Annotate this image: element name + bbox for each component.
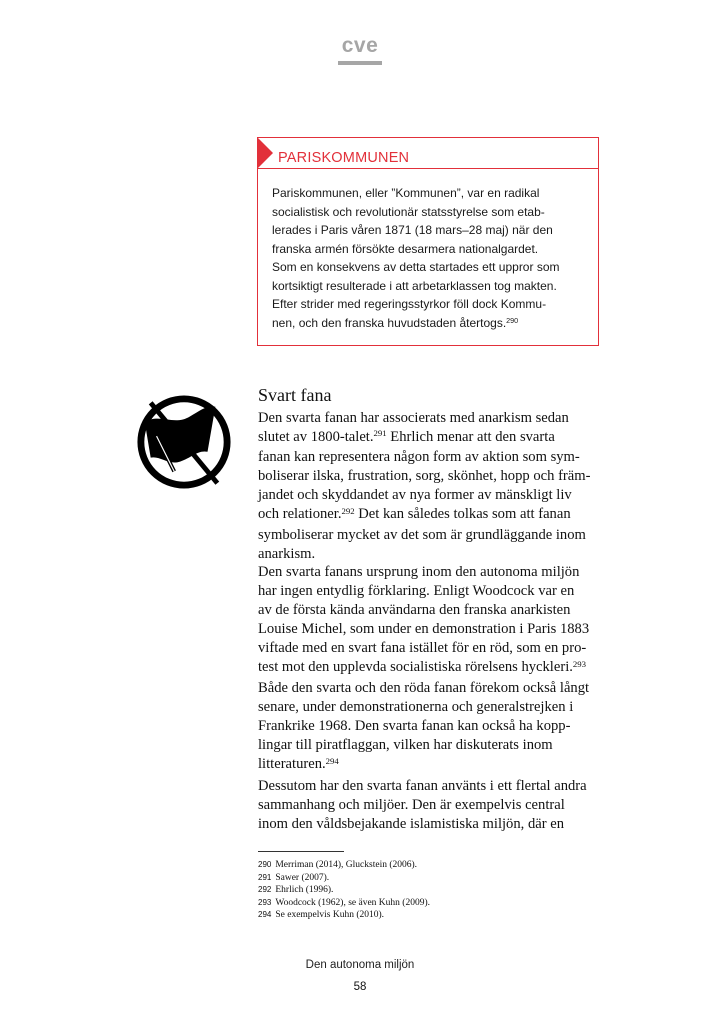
text-segment: test mot den upplevda socialistiska rörelsens hyckleri.	[258, 659, 573, 676]
text-segment: litteraturen.	[258, 756, 326, 773]
fact-box-line: Pariskommunen, eller ”Kommunen”, var en radikal	[272, 186, 540, 200]
footnote-ref[interactable]: 292	[341, 505, 355, 516]
footnote-ref[interactable]: 294	[325, 755, 339, 766]
text-line: sammanhang och miljöer. Den är exempelvis central	[258, 797, 565, 814]
body-paragraph	[258, 563, 608, 679]
logo-underline	[338, 61, 382, 65]
publisher-logo: cve	[341, 34, 379, 57]
footnote-item	[258, 872, 430, 885]
footnote-item	[258, 884, 430, 897]
footnote-ref[interactable]: 293	[572, 658, 587, 669]
fact-box-line: Efter strider med regeringsstyrkor föll dock Kommu-	[272, 297, 547, 311]
body-paragraph	[258, 777, 608, 834]
text-line: av de första kända användarna den franska anarkisten	[258, 602, 571, 619]
footnote-text: Merriman (2014), Gluckstein (2006).	[275, 860, 418, 870]
text-line	[258, 658, 608, 678]
text-line: Louise Michel, som under en demonstration i Paris 1883	[258, 621, 590, 638]
fact-box-line: Som en konsekvens av detta startades ett uppror som	[272, 260, 560, 274]
text-line: jandet och skyddandet av nya former av mänskligt liv	[258, 487, 572, 504]
footnote-number: 290	[258, 860, 272, 869]
text-line: Den svarta fanan har associerats med anarkism sedan	[258, 410, 569, 426]
body-paragraph	[258, 409, 608, 564]
fact-box-line: kortsiktigt resulterade i att arbetarklassen tog makten.	[272, 278, 557, 293]
page-number: 58	[353, 981, 367, 993]
text-line: fanan kan representera någon form av aktion som sym-	[258, 449, 580, 466]
text-line: inom den våldsbejakande islamistiska miljön, där en	[258, 816, 564, 833]
running-footer-title: Den autonoma miljön	[305, 959, 415, 971]
text-line: har ingen entydlig förklaring. Enligt Woodcock var en	[258, 583, 575, 600]
text-line: anarkism.	[258, 545, 316, 562]
footnote-item	[258, 897, 430, 910]
body-paragraph	[258, 679, 608, 775]
text-line: Både den svarta och den röda fanan förekom också långt	[258, 680, 590, 696]
red-arrow-icon	[257, 137, 273, 169]
footnote-text: Sawer (2007).	[275, 872, 330, 883]
footnote-number: 291	[258, 872, 272, 882]
text-line: lingar till piratflaggan, vilken har diskuterats inom	[258, 737, 553, 754]
footnote-text: Ehrlich (1996).	[275, 885, 334, 895]
fact-box-line: franska armén försökte desarmera nationalgardet.	[272, 241, 539, 256]
text-line	[258, 428, 608, 448]
fact-box	[257, 137, 599, 346]
text-line	[258, 755, 608, 775]
footnote-item	[258, 909, 430, 922]
fact-box-line: socialistisk och revolutionär statsstyrelse som etab-	[272, 204, 545, 219]
text-line: Den svarta fanans ursprung inom den autonoma miljön	[258, 564, 580, 580]
fact-box-line-text: nen, och den franska huvudstaden återtogs.	[272, 315, 507, 330]
text-line: Frankrike 1968. Den svarta fanan kan också ha kopp-	[258, 718, 571, 735]
text-line: senare, under demonstrationerna och generalstrejken i	[258, 699, 574, 716]
footnote-text: Se exempelvis Kuhn (2010).	[275, 910, 385, 920]
footnote-number: 294	[258, 910, 272, 919]
text-line: viftade med en svart fana istället för en röd, som en pro-	[258, 640, 587, 657]
fact-box-line: lerades i Paris våren 1871 (18 mars–28 maj) när den	[272, 223, 553, 237]
fact-box-body	[272, 184, 592, 334]
footnote-number: 293	[258, 897, 272, 907]
footnote-separator	[258, 851, 344, 852]
footnote-number: 292	[258, 885, 272, 894]
text-line: symboliserar mycket av det som är grundläggande inom	[258, 526, 586, 543]
footnote-ref[interactable]: 290	[506, 315, 519, 325]
footnotes-list	[258, 859, 430, 922]
text-segment: och relationer.	[258, 506, 342, 523]
text-line: boliserar ilska, frustration, sorg, skönhet, hopp och främ-	[258, 468, 591, 485]
text-line: Dessutom har den svarta fanan använts i ett flertal andra	[258, 778, 587, 794]
text-segment: Det kan således tolkas som att fanan	[354, 506, 571, 523]
footnote-ref[interactable]: 291	[373, 428, 387, 439]
section-heading: Svart fana	[258, 385, 332, 405]
text-segment: slutet av 1800-talet.	[258, 429, 374, 446]
text-line	[258, 505, 608, 525]
fact-box-line	[272, 314, 592, 335]
footnote-text: Woodcock (1962), se även Kuhn (2009).	[275, 897, 430, 908]
fact-box-header-rule	[258, 168, 598, 169]
text-segment: Ehrlich menar att den svarta	[386, 429, 555, 446]
fact-box-title: PARISKOMMUNEN	[278, 150, 410, 166]
black-flag-in-circle-icon	[135, 393, 233, 491]
footnote-item	[258, 859, 430, 872]
